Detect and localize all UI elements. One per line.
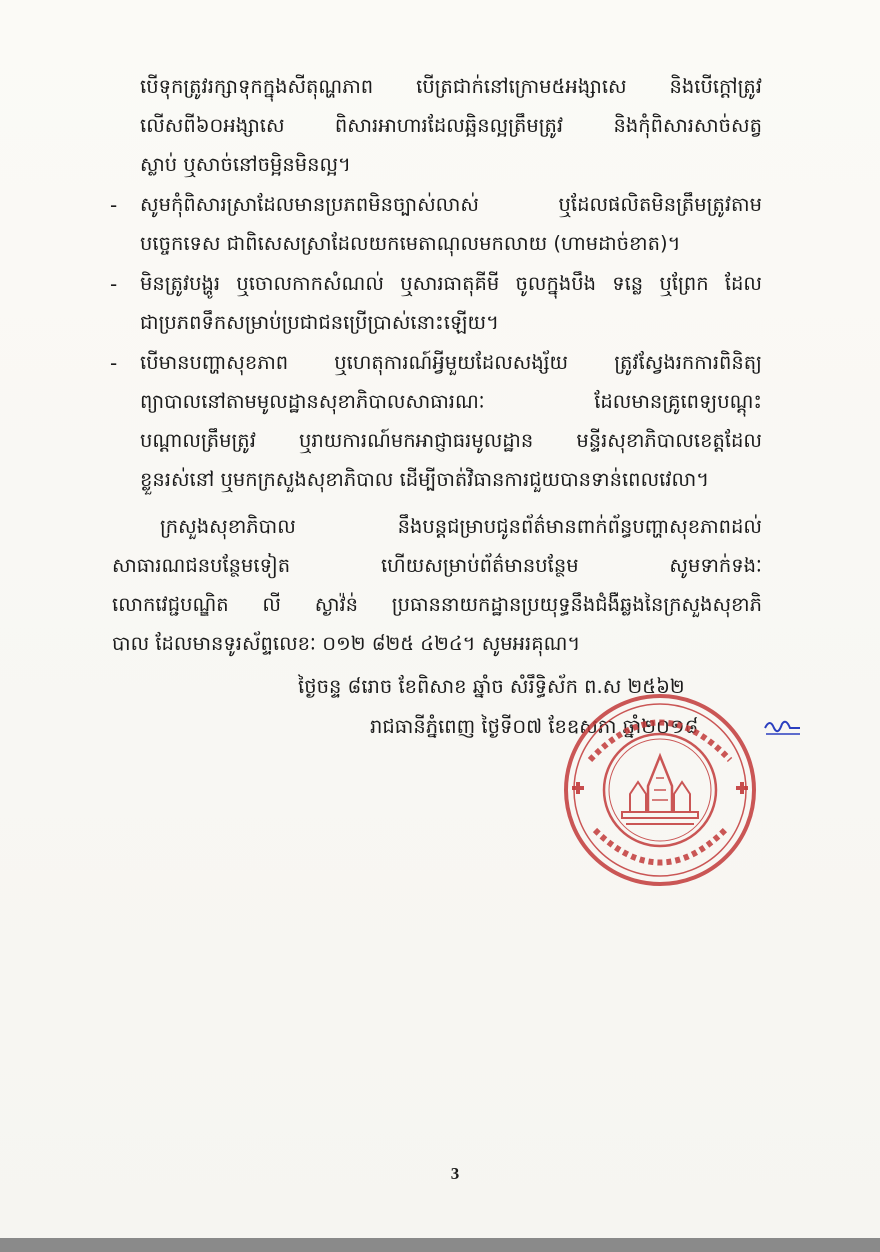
body-line: បើទុកត្រូវរក្សាទុកក្នុងសីតុណ្ហភាព បើត្រជាក់នៅក្រោម៥អង្សាសេ និងបើក្តៅត្រូវ [140, 75, 762, 98]
body-line: បើមានបញ្ហាសុខភាព ឬហេតុការណ៍អ្វីមួយដែលសង្ស័យ ត្រូវស្វែងរកការពិនិត្យ [140, 351, 762, 374]
body-line: ជាប្រភពទឹកសម្រាប់ប្រជាជនប្រើប្រាស់នោះឡើយ។ [140, 311, 499, 334]
ministry-of-health-seal [560, 690, 760, 890]
scan-edge [0, 1238, 880, 1252]
place-date-line: រាជធានីភ្នំពេញ ថ្ងៃទី០៧ ខែឧសភា ឆ្នាំ២០១៨ [370, 715, 699, 738]
body-line: ក្រសួងសុខាភិបាល នឹងបន្តជម្រាបជូនព័ត៌មានពាក់ព័ន្ធបញ្ហាសុខភាពដល់ [160, 515, 762, 538]
body-line: បណ្តាលត្រឹមត្រូវ ឬរាយការណ៍មកអាជ្ញាធរមូលដ្ឋាន មន្ទីរសុខាភិបាលខេត្តដែល [140, 429, 762, 452]
signature-mark [762, 714, 804, 738]
body-line: សាធារណជនបន្ថែមទៀត ហើយសម្រាប់ព័ត៌មានបន្ថែម សូមទាក់ទងៈ [112, 554, 762, 577]
body-line: បាល ដែលមានទូរស័ព្ទលេខៈ ០១២ ៨២៥ ៤២៤។ សូមអរគុណ។ [112, 632, 581, 655]
body-line: ស្លាប់ ឬសាច់នៅចម្អិនមិនល្អ។ [140, 153, 351, 176]
body-line: មិនត្រូវបង្ហូរ ឬចោលកាកសំណល់ ឬសារធាតុគីមី ចូលក្នុងបឹង ទន្លេ ឬព្រែក ដែល [140, 272, 762, 295]
body-line: បច្ចេកទេស ជាពិសេសស្រាដែលយកមេតាណុលមកលាយ (ហាមដាច់ខាត)។ [140, 232, 681, 255]
bullet-marker: - [110, 193, 118, 217]
bullet-marker: - [110, 351, 118, 375]
body-line: ខ្លួនរស់នៅ ឬមកក្រសួងសុខាភិបាល ដើម្បីចាត់វិធានការជួយបានទាន់ពេលវេលា។ [140, 468, 710, 491]
bullet-marker: - [110, 272, 118, 296]
page-number: 3 [450, 1164, 460, 1183]
body-line: ព្យាបាលនៅតាមមូលដ្ឋានសុខាភិបាលសាធារណៈ ដែលមានគ្រូពេទ្យបណ្តុះ [140, 390, 762, 413]
body-line: លើសពី៦០អង្សាសេ ពិសារអាហារដែលឆ្អិនល្អត្រឹមត្រូវ និងកុំពិសារសាច់សត្វ [140, 114, 762, 137]
lunar-date-line: ថ្ងៃចន្ទ ៨រោច ខែពិសាខ ឆ្នាំច សំរឹទ្ធិស័ក ព.ស ២៥៦២ [298, 675, 685, 698]
body-line: សូមកុំពិសារស្រាដែលមានប្រភពមិនច្បាស់លាស់ ឬដែលផលិតមិនត្រឹមត្រូវតាម [140, 193, 762, 216]
body-line: លោកវេជ្ជបណ្ឌិត លី ស្ងាវ៉ន់ ប្រធាននាយកដ្ឋានប្រយុទ្ធនឹងជំងឺឆ្លងនៃក្រសួងសុខាភិ [112, 593, 762, 616]
